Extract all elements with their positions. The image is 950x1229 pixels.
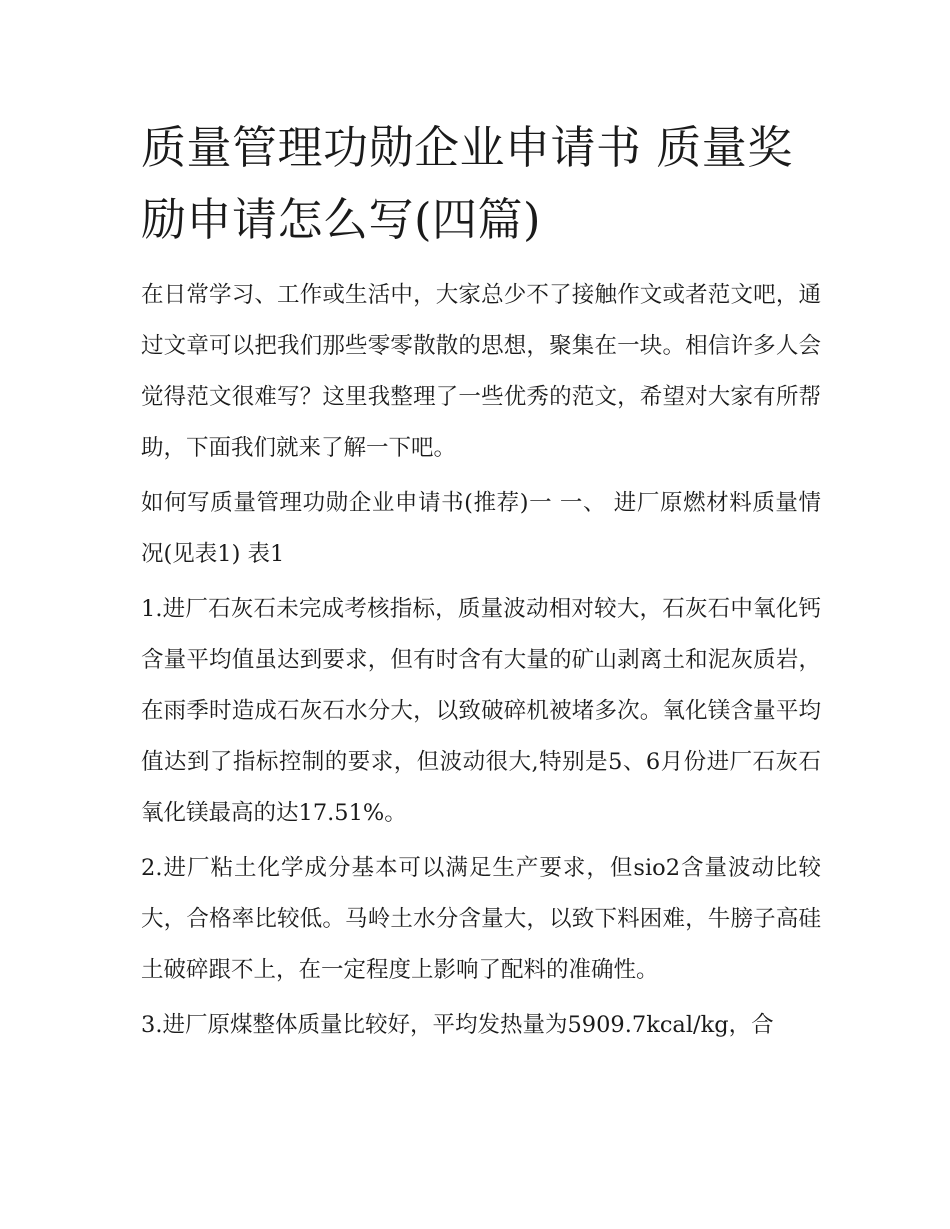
paragraph-item-2: 2.进厂粘土化学成分基本可以满足生产要求，但sio2含量波动比较大，合格率比较低。马岭土水分含量大，以致下料困难，牛膀子高硅土破碎跟不上，在一定程度上影响了配料的准确性。	[141, 855, 821, 983]
document-page	[141, 112, 821, 1055]
paragraph-intro: 在日常学习、工作或生活中，大家总少不了接触作文或者范文吧，通过文章可以把我们那些零零散散的思想，聚集在一块。相信许多人会觉得范文很难写？这里我整理了一些优秀的范文，希望对大家有所帮助，下面我们就来了解一下吧。	[141, 282, 821, 461]
paragraph-item-1: 1.进厂石灰石未完成考核指标，质量波动相对较大，石灰石中氧化钙含量平均值虽达到要求，但有时含有大量的矿山剥离土和泥灰质岩，在雨季时造成石灰石水分大，以致破碎机被堵多次。氧化镁含量平均值达到了指标控制的要求，但波动很大,特别是5、6月份进厂石灰石氧化镁最高的达17.51%。	[141, 596, 821, 826]
document-title: 质量管理功勋企业申请书 质量奖励申请怎么写(四篇)	[141, 121, 793, 246]
paragraph-item-3: 3.进厂原煤整体质量比较好，平均发热量为5909.7kcal/kg，合	[141, 1012, 774, 1038]
paragraph-section-heading: 如何写质量管理功勋企业申请书(推荐)一 一、 进厂原燃材料质量情况(见表1) 表1	[141, 490, 821, 567]
